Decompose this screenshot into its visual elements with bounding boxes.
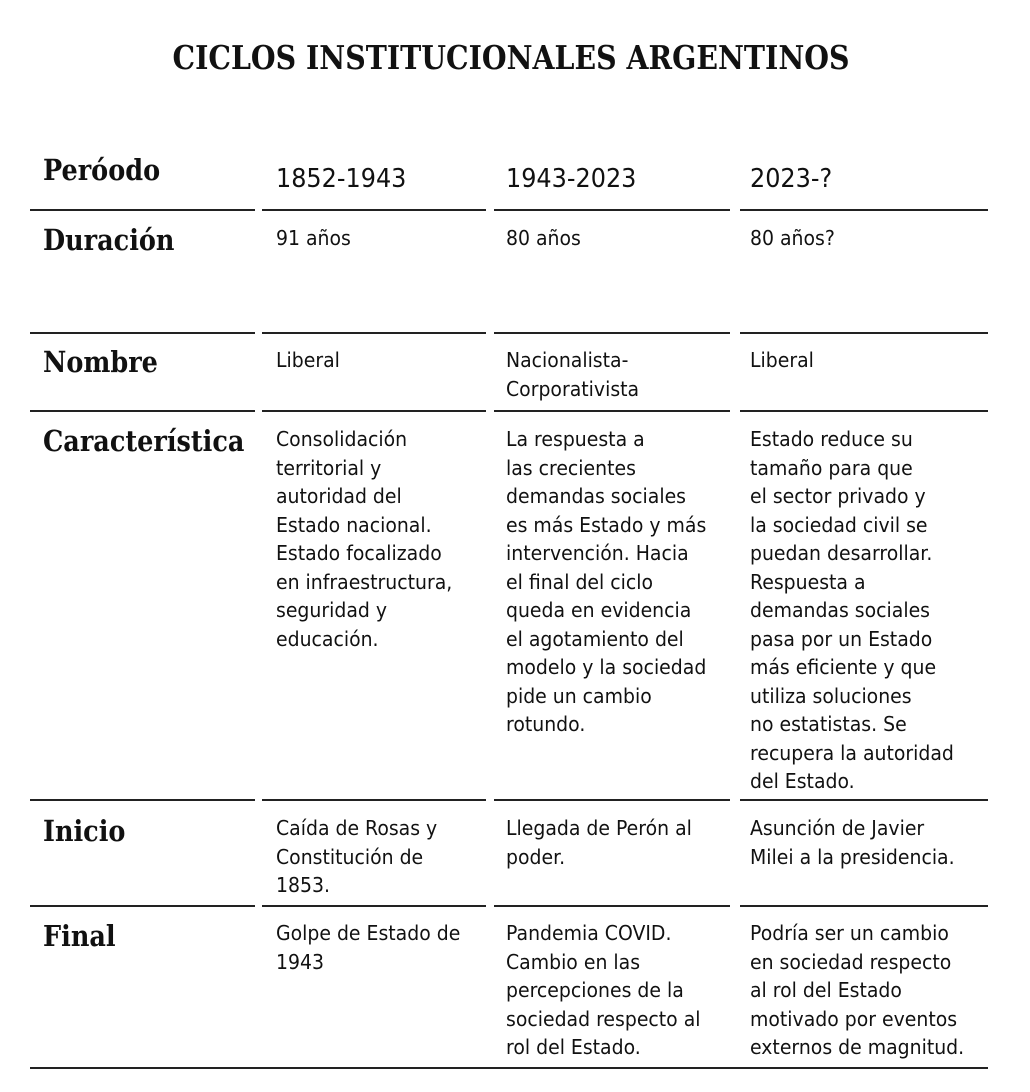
header-label-periodo: Peróodo <box>43 153 161 187</box>
row-divider <box>740 209 988 211</box>
row-label-inicio: Inicio <box>43 814 126 848</box>
table-cell: Pandemia COVID. Cambio en las percepciones de la sociedad respecto al rol del Estado. <box>506 921 701 1059</box>
row-label-caracteristica: Característica <box>43 424 245 458</box>
table-cell: 80 años <box>506 226 581 250</box>
row-label-duracion: Duración <box>43 223 175 257</box>
period-header-2: 1943-2023 <box>506 164 637 194</box>
row-divider <box>262 332 486 334</box>
row-divider <box>30 905 255 907</box>
row-divider <box>494 332 730 334</box>
table-cell: Consolidación territorial y autoridad del Estado nacional. Estado focalizado en infraestructura, seguridad y educación. <box>276 427 453 651</box>
row-label-final: Final <box>43 919 116 953</box>
row-divider <box>740 332 988 334</box>
row-divider <box>740 905 988 907</box>
table-cell: Estado reduce su tamaño para que el sector privado y la sociedad civil se puedan desarrollar. Respuesta a demandas sociales pasa por un Estado más eficiente y que utiliza soluciones no estatistas. Se recupera la autoridad del Estado. <box>750 427 954 793</box>
row-divider <box>494 905 730 907</box>
table-cell: Golpe de Estado de 1943 <box>276 921 461 974</box>
row-divider <box>30 332 255 334</box>
row-divider <box>262 209 486 211</box>
table-cell: Liberal <box>750 348 814 372</box>
period-header-3: 2023-? <box>750 164 833 194</box>
row-divider <box>740 410 988 412</box>
row-divider <box>262 799 486 801</box>
row-divider <box>494 799 730 801</box>
table-cell: 91 años <box>276 226 351 250</box>
table-cell: La respuesta a las crecientes demandas sociales es más Estado y más intervención. Hacia el final del ciclo queda en evidencia el agotamiento del modelo y la sociedad pide un cambio rotundo. <box>506 427 707 736</box>
table-cell: Caída de Rosas y Constitución de 1853. <box>276 816 438 897</box>
table-cell: Nacionalista- Corporativista <box>506 348 640 401</box>
row-divider <box>494 410 730 412</box>
table-cell: Liberal <box>276 348 340 372</box>
period-header-1: 1852-1943 <box>276 164 407 194</box>
row-divider <box>262 410 486 412</box>
row-divider <box>740 799 988 801</box>
table-cell: Asunción de Javier Milei a la presidencia. <box>750 816 955 869</box>
row-divider <box>30 209 255 211</box>
row-divider <box>494 209 730 211</box>
page-title: CICLOS INSTITUCIONALES ARGENTINOS <box>172 38 850 77</box>
table-bottom-rule <box>30 1067 988 1069</box>
table-cell: 80 años? <box>750 226 835 250</box>
row-divider <box>30 410 255 412</box>
row-divider <box>30 799 255 801</box>
row-label-nombre: Nombre <box>43 345 158 379</box>
table-cell: Podría ser un cambio en sociedad respecto al rol del Estado motivado por eventos externos de magnitud. <box>750 921 965 1059</box>
table-cell: Llegada de Perón al poder. <box>506 816 692 869</box>
row-divider <box>262 905 486 907</box>
